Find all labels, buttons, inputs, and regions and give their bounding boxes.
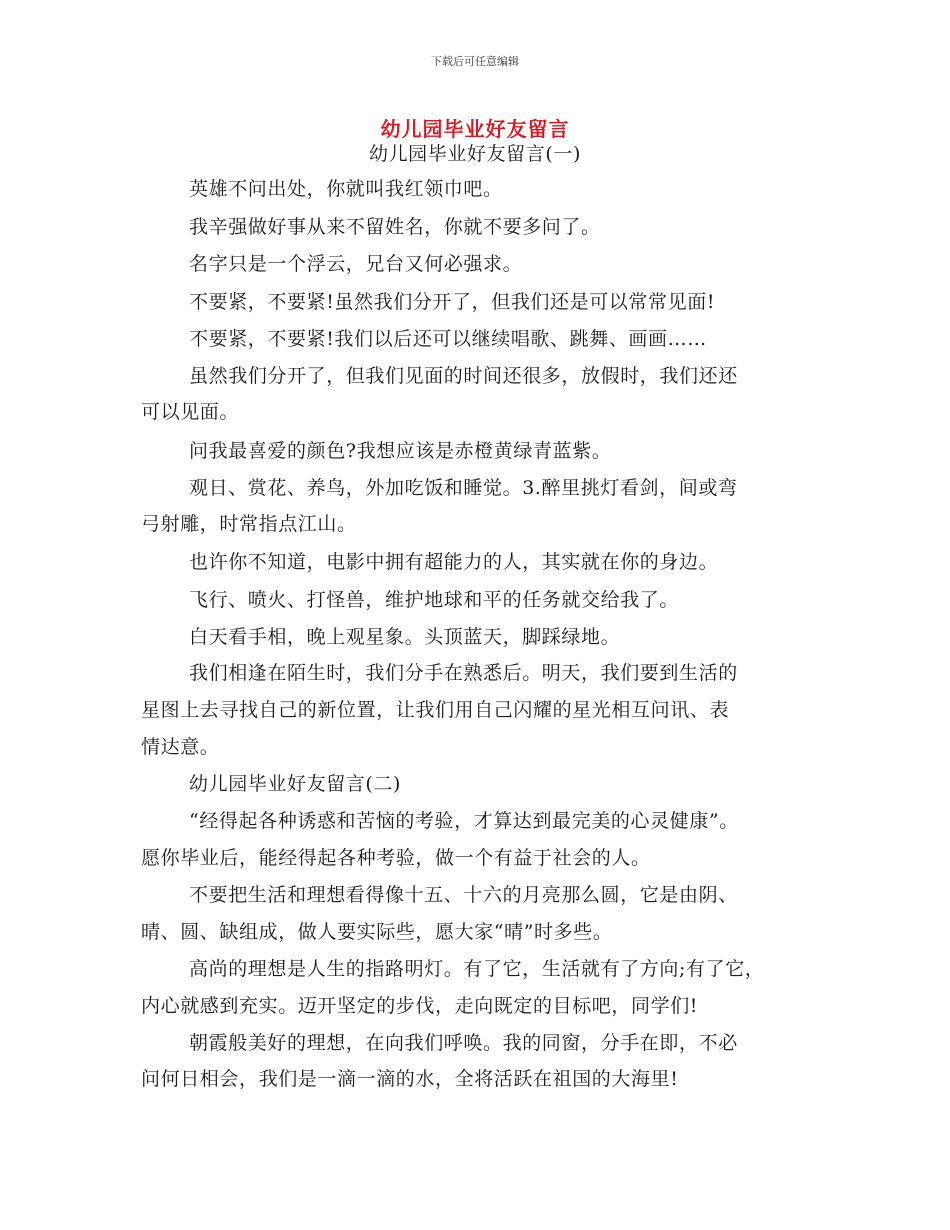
paragraph-line: 不要紧，不要紧!我们以后还可以继续唱歌、跳舞、画画…… xyxy=(189,328,707,350)
section-heading-1: 幼儿园毕业好友留言(一) xyxy=(368,143,582,165)
paragraph-line: 朝霞般美好的理想，在向我们呼唤。我的同窗，分手在即，不必 xyxy=(189,1032,738,1054)
paragraph-line: 星图上去寻找自己的新位置，让我们用自己闪耀的星光相互问讯、表 xyxy=(141,699,730,721)
paragraph-line: 问我最喜爱的颜色?我想应该是赤橙黄绿青蓝紫。 xyxy=(189,440,612,462)
section-heading-2: 幼儿园毕业好友留言(二) xyxy=(189,773,402,795)
header-note: 下载后可任意编辑 xyxy=(431,55,519,68)
paragraph-line: 我们相逢在陌生时，我们分手在熟悉后。明天，我们要到生活的 xyxy=(189,662,738,684)
paragraph-line: 高尚的理想是人生的指路明灯。有了它，生活就有了方向;有了它， xyxy=(189,958,765,980)
paragraph-line: 我辛强做好事从来不留姓名，你就不要多问了。 xyxy=(189,216,601,238)
paragraph-line: 内心就感到充实。迈开坚定的步伐，走向既定的目标吧，同学们! xyxy=(141,995,699,1017)
document-title: 幼儿园毕业好友留言 xyxy=(380,117,570,141)
paragraph-line: 不要紧，不要紧!虽然我们分开了，但我们还是可以常常见面! xyxy=(189,291,716,313)
paragraph-line: 也许你不知道，电影中拥有超能力的人，其实就在你的身边。 xyxy=(189,551,719,573)
paragraph-line: “经得起各种诱惑和苦恼的考验，才算达到最完美的心灵健康”。 xyxy=(189,810,739,832)
paragraph-line: 白天看手相，晚上观星象。头顶蓝天，脚踩绿地。 xyxy=(189,626,621,648)
paragraph-line: 弓射雕，时常指点江山。 xyxy=(141,513,357,535)
paragraph-line: 虽然我们分开了，但我们见面的时间还很多，放假时，我们还还 xyxy=(189,365,738,387)
paragraph-line: 愿你毕业后，能经得起各种考验，做一个有益于社会的人。 xyxy=(141,847,651,869)
paragraph-line: 英雄不问出处，你就叫我红领巾吧。 xyxy=(189,178,503,200)
paragraph-line: 问何日相会，我们是一滴一滴的水，全将活跃在祖国的大海里! xyxy=(141,1068,679,1090)
paragraph-line: 观日、赏花、养鸟，外加吃饭和睡觉。3.醉里挑灯看剑，间或弯 xyxy=(189,477,738,499)
paragraph-line: 飞行、喷火、打怪兽，维护地球和平的任务就交给我了。 xyxy=(189,589,680,611)
paragraph-line: 名字只是一个浮云，兄台又何必强求。 xyxy=(189,253,523,275)
paragraph-line: 晴、圆、缺组成，做人要实际些，愿大家“晴”时多些。 xyxy=(141,921,613,943)
paragraph-line: 情达意。 xyxy=(141,736,220,758)
paragraph-line: 不要把生活和理想看得像十五、十六的月亮那么圆，它是由阴、 xyxy=(189,884,738,906)
paragraph-line: 可以见面。 xyxy=(141,401,240,423)
